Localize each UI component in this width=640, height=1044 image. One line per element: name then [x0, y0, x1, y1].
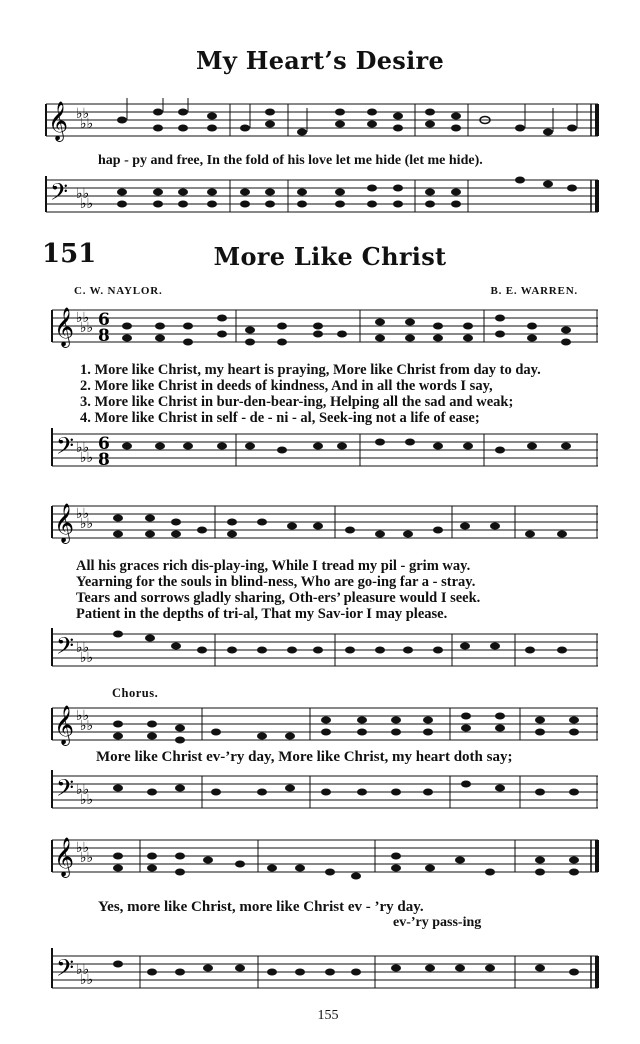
verse-4-line1: 4. More like Christ in self - de - ni - al, Seek-ing not a life of ease;	[80, 410, 480, 426]
chorus-line1: More like Christ ev-’ry day, More like Christ, my heart doth say;	[96, 749, 513, 765]
system3-treble-staff	[0, 700, 640, 752]
chorus-echo: ev-’ry pass-ing	[393, 915, 482, 930]
system2-bass-staff	[0, 628, 640, 678]
svg-text:♭♭: ♭♭	[80, 850, 94, 866]
verse-3-line2: Tears and sorrows gladly sharing, Oth-ers’ pleasure would I seek.	[76, 590, 481, 606]
svg-text:♭♭: ♭♭	[76, 640, 90, 656]
svg-text:♭♭: ♭♭	[80, 516, 94, 532]
chorus-label: Chorus.	[112, 686, 159, 700]
composer-credit: B. E. WARREN.	[490, 285, 578, 297]
verse-4-line2: Patient in the depths of tri-al, That my Sav-ior I may please.	[76, 606, 448, 622]
svg-text:♭♭: ♭♭	[76, 708, 90, 724]
svg-text:♭♭: ♭♭	[76, 440, 90, 456]
time-signature-treble-bottom: 8	[98, 326, 110, 346]
system1-bass-staff	[0, 428, 640, 478]
verse-2-line1: 2. More like Christ in deeds of kindness, And in all the words I say,	[80, 378, 493, 394]
system4-bass-staff	[0, 948, 640, 1008]
svg-text:𝄢: 𝄢	[56, 432, 75, 465]
svg-text:𝄢: 𝄢	[56, 954, 75, 987]
verse-1-line1: 1. More like Christ, my heart is praying, More like Christ from day to day.	[80, 362, 541, 378]
svg-text:𝄢: 𝄢	[56, 632, 75, 665]
svg-text:♭♭: ♭♭	[80, 718, 94, 734]
svg-text:♭♭: ♭♭	[80, 650, 94, 666]
top-hymn-treble-staff	[0, 98, 640, 158]
svg-text:♭♭: ♭♭	[76, 782, 90, 798]
time-signature-bass-bottom: 8	[98, 450, 110, 470]
svg-text:𝄞: 𝄞	[48, 101, 69, 141]
verse-1-line2: All his graces rich dis-play-ing, While I tread my pil - grim way.	[76, 558, 471, 574]
svg-text:𝄞: 𝄞	[54, 837, 75, 877]
verse-2-line2: Yearning for the souls in blind-ness, Who are go-ing far a - stray.	[76, 574, 476, 590]
time-signature-treble-top: 6	[98, 310, 110, 330]
svg-text:♭♭: ♭♭	[80, 320, 94, 336]
system1-treble-staff	[0, 300, 640, 360]
svg-text:♭♭: ♭♭	[80, 450, 94, 466]
top-hymn-title: My Heart’s Desire	[195, 46, 445, 75]
svg-text:♭♭: ♭♭	[76, 506, 90, 522]
svg-text:♭♭: ♭♭	[80, 972, 94, 988]
top-hymn-bass-staff	[0, 176, 640, 226]
svg-text:𝄢: 𝄢	[50, 178, 69, 211]
chorus-line2: Yes, more like Christ, more like Christ ev - ’ry day.	[98, 899, 424, 915]
svg-text:♭♭: ♭♭	[80, 196, 94, 212]
svg-text:♭♭: ♭♭	[76, 310, 90, 326]
author-credit: C. W. NAYLOR.	[74, 285, 163, 297]
page-number: 155	[317, 1008, 339, 1023]
hymn-title: More Like Christ	[213, 242, 447, 271]
top-hymn-lyric: hap - py and free, In the fold of his love let me hide (let me hide).	[98, 153, 483, 168]
svg-text:𝄞: 𝄞	[54, 503, 75, 543]
system4-treble-staff	[0, 830, 640, 890]
system2-treble-staff	[0, 496, 640, 556]
verse-3-line1: 3. More like Christ in bur-den-bear-ing, Helping all the sad and weak;	[80, 394, 514, 410]
hymn-number: 151	[42, 239, 97, 269]
svg-text:♭♭: ♭♭	[76, 186, 90, 202]
svg-text:𝄢: 𝄢	[56, 774, 75, 807]
system3-bass-staff	[0, 770, 640, 820]
time-signature-bass-top: 6	[98, 434, 110, 454]
svg-text:𝄞: 𝄞	[54, 705, 75, 745]
svg-text:♭♭: ♭♭	[76, 962, 90, 978]
svg-text:♭♭: ♭♭	[76, 840, 90, 856]
svg-text:♭♭: ♭♭	[80, 792, 94, 808]
svg-text:𝄞: 𝄞	[54, 307, 75, 347]
svg-text:♭♭: ♭♭	[76, 106, 90, 122]
svg-text:♭♭: ♭♭	[80, 116, 94, 132]
